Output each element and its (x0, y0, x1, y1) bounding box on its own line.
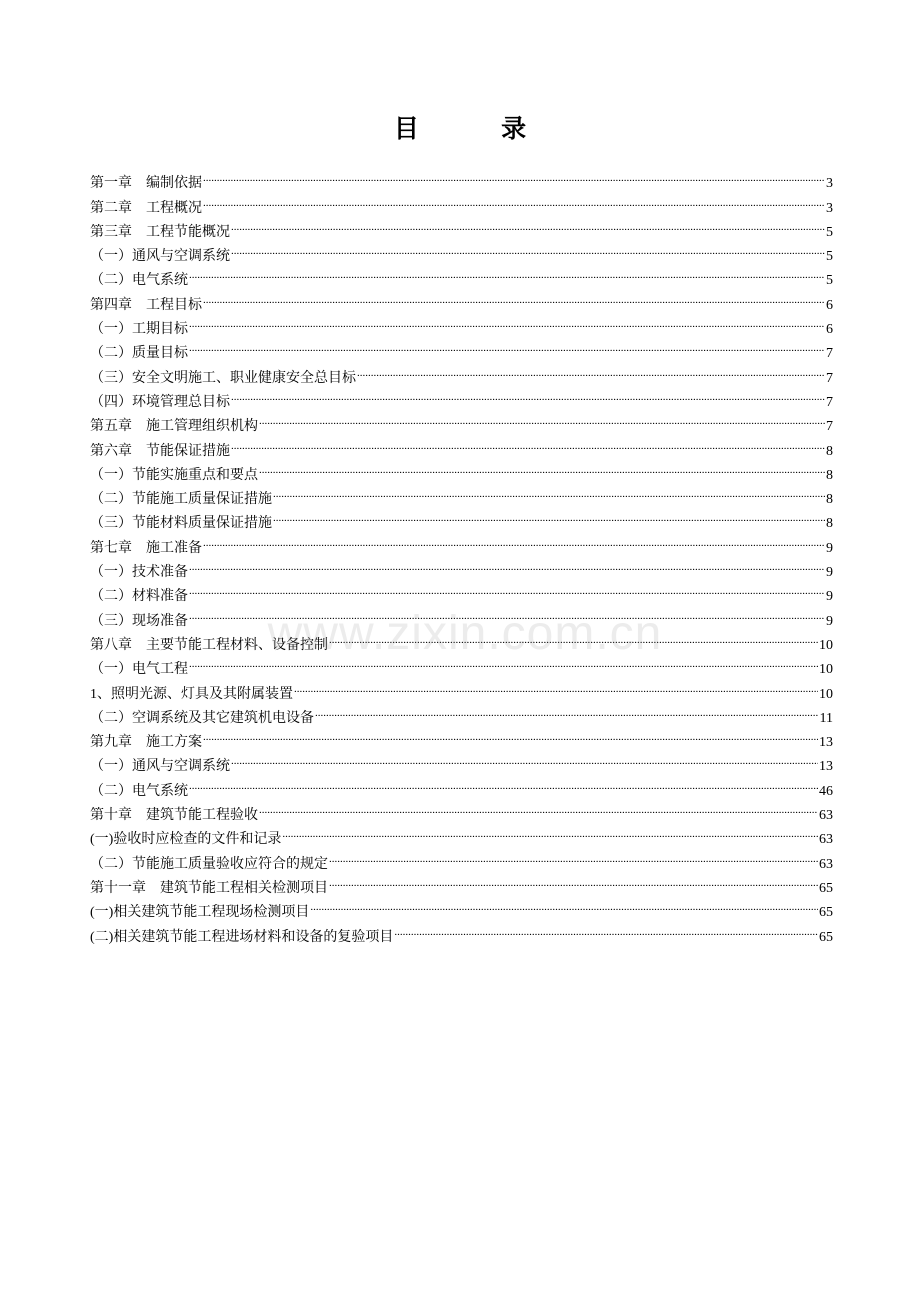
toc-entry-page-number: 10 (819, 662, 833, 678)
toc-entry-page-number: 5 (826, 224, 833, 240)
toc-dot-leader (189, 309, 825, 333)
toc-entry[interactable] (90, 600, 833, 629)
toc-dot-leader (315, 698, 819, 722)
toc-entry-page-number: 8 (826, 467, 833, 483)
toc-entry-label: （二）电气系统 (90, 783, 188, 799)
toc-dot-leader (259, 406, 825, 430)
toc-entry-label: （四）环境管理总目标 (90, 394, 230, 410)
toc-entry-page-number: 63 (819, 808, 833, 824)
toc-entry-label: (一)相关建筑节能工程现场检测项目 (90, 905, 310, 921)
toc-entry-page-number: 3 (826, 176, 833, 192)
toc-entry-label: （一）节能实施重点和要点 (90, 467, 258, 483)
toc-entry-label: 第八章 主要节能工程材料、设备控制 (90, 637, 328, 653)
toc-entry-label: 第二章 工程概况 (90, 200, 202, 216)
toc-entry-page-number: 7 (826, 419, 833, 435)
toc-entry-page-number: 13 (819, 735, 833, 751)
toc-entry-page-number: 10 (819, 637, 833, 653)
toc-entry-label: （一）工期目标 (90, 322, 188, 338)
toc-entry-label: （一）通风与空调系统 (90, 249, 230, 265)
toc-entry-label: 1、照明光源、灯具及其附属装置 (90, 686, 293, 702)
toc-entry-label: 第十一章 建筑节能工程相关检测项目 (90, 880, 328, 896)
toc-entry-label: 第十章 建筑节能工程验收 (90, 808, 258, 824)
toc-entry-label: （一）电气工程 (90, 662, 188, 678)
toc-entry-label: （二）节能施工质量验收应符合的规定 (90, 856, 328, 872)
toc-entry-page-number: 9 (826, 565, 833, 581)
watermark: www.zixin.com.cn (267, 607, 663, 660)
toc-entry[interactable] (90, 260, 833, 289)
toc-entry-page-number: 9 (826, 589, 833, 605)
toc-entry-label: （二）质量目标 (90, 346, 188, 362)
table-of-contents (90, 163, 833, 945)
toc-dot-leader (189, 600, 825, 624)
toc-entry-label: 第三章 工程节能概况 (90, 224, 230, 240)
toc-entry[interactable] (90, 357, 833, 386)
toc-entry-page-number: 8 (826, 516, 833, 532)
toc-dot-leader (189, 552, 825, 576)
page-title: 目 录 (393, 116, 565, 143)
toc-entry-label: 第五章 施工管理组织机构 (90, 419, 258, 435)
toc-entry[interactable] (90, 673, 833, 702)
toc-entry-page-number: 8 (826, 492, 833, 508)
toc-entry-label: 第六章 节能保证措施 (90, 443, 230, 459)
toc-entry-page-number: 7 (826, 370, 833, 386)
toc-entry-page-number: 63 (819, 832, 833, 848)
toc-entry[interactable] (90, 795, 833, 824)
toc-dot-leader (231, 212, 825, 236)
toc-entry-page-number: 5 (826, 249, 833, 265)
toc-dot-leader (231, 746, 818, 770)
toc-dot-leader (203, 722, 818, 746)
toc-entry-label: 第七章 施工准备 (90, 540, 202, 556)
toc-dot-leader (394, 916, 818, 940)
toc-dot-leader (189, 333, 825, 357)
toc-dot-leader (203, 527, 825, 551)
toc-entry-page-number: 7 (826, 394, 833, 410)
toc-entry-page-number: 3 (826, 200, 833, 216)
toc-entry-page-number: 9 (826, 540, 833, 556)
toc-entry-page-number: 10 (819, 686, 833, 702)
toc-dot-leader (231, 236, 825, 260)
toc-dot-leader (203, 163, 825, 187)
toc-entry[interactable] (90, 649, 833, 678)
toc-entry-label: (一)验收时应检查的文件和记录 (90, 832, 282, 848)
toc-entry[interactable] (90, 284, 833, 313)
toc-dot-leader (189, 576, 825, 600)
toc-entry[interactable] (90, 163, 833, 192)
toc-dot-leader (189, 260, 825, 284)
toc-entry-page-number: 65 (819, 880, 833, 896)
toc-dot-leader (329, 868, 818, 892)
toc-entry-label: （一）通风与空调系统 (90, 759, 230, 775)
toc-dot-leader (273, 479, 825, 503)
toc-entry-page-number: 65 (819, 929, 833, 945)
toc-entry-label: （三）现场准备 (90, 613, 188, 629)
toc-dot-leader (189, 770, 818, 794)
toc-dot-leader (231, 382, 825, 406)
toc-dot-leader (231, 430, 825, 454)
toc-entry-label: （三）安全文明施工、职业健康安全总目标 (90, 370, 356, 386)
toc-entry-page-number: 65 (819, 905, 833, 921)
toc-entry[interactable] (90, 552, 833, 581)
toc-dot-leader (259, 795, 818, 819)
toc-entry-page-number: 46 (819, 783, 833, 799)
toc-entry-page-number: 6 (826, 322, 833, 338)
toc-entry-label: （二）节能施工质量保证措施 (90, 492, 272, 508)
toc-entry-label: 第一章 编制依据 (90, 176, 202, 192)
toc-dot-leader (310, 892, 818, 916)
toc-entry-label: （二）电气系统 (90, 273, 188, 289)
toc-dot-leader (329, 625, 818, 649)
toc-dot-leader (294, 673, 818, 697)
toc-entry-page-number: 9 (826, 613, 833, 629)
toc-entry-page-number: 8 (826, 443, 833, 459)
toc-entry-page-number: 11 (819, 710, 833, 726)
toc-dot-leader (203, 187, 825, 211)
toc-dot-leader (282, 819, 818, 843)
toc-entry-label: （三）节能材料质量保证措施 (90, 516, 272, 532)
toc-entry[interactable] (90, 770, 833, 799)
toc-entry[interactable] (90, 576, 833, 605)
toc-dot-leader (259, 455, 825, 479)
toc-entry-label: （二）材料准备 (90, 589, 188, 605)
toc-dot-leader (273, 503, 825, 527)
toc-entry-page-number: 6 (826, 297, 833, 313)
toc-entry-label: 第九章 施工方案 (90, 735, 202, 751)
toc-entry-label: （二）空调系统及其它建筑机电设备 (90, 710, 314, 726)
toc-entry-page-number: 13 (819, 759, 833, 775)
toc-dot-leader (203, 284, 825, 308)
toc-dot-leader (357, 357, 825, 381)
toc-dot-leader (329, 843, 818, 867)
toc-entry-page-number: 63 (819, 856, 833, 872)
toc-entry-label: (二)相关建筑节能工程进场材料和设备的复验项目 (90, 929, 394, 945)
toc-entry-page-number: 7 (826, 346, 833, 362)
toc-entry-page-number: 5 (826, 273, 833, 289)
toc-entry-label: （一）技术准备 (90, 565, 188, 581)
toc-entry[interactable] (90, 309, 833, 338)
toc-dot-leader (189, 649, 818, 673)
toc-entry[interactable] (90, 333, 833, 362)
toc-entry-label: 第四章 工程目标 (90, 297, 202, 313)
